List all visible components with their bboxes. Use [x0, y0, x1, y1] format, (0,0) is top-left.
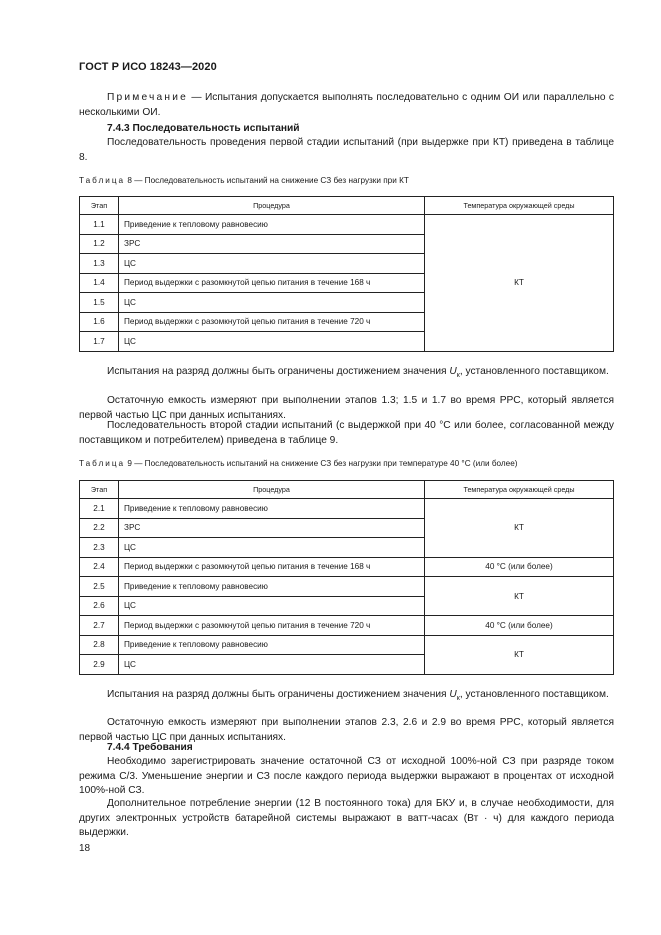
temperature-cell: КТ [425, 215, 614, 352]
step-cell: 1.6 [80, 312, 119, 332]
table-row [80, 499, 614, 519]
after-table-8-paragraph-1: Испытания на разряд должны быть ограничены достижением значения $U_к$, установленного поставщиком. [107, 366, 609, 380]
column-header-temperature: Температура окружающей среды [425, 481, 614, 499]
step-cell: 1.4 [80, 273, 119, 293]
procedure-cell: Период выдержки с разомкнутой цепью питания в течение 168 ч [119, 557, 425, 577]
column-header-step: Этап [80, 197, 119, 215]
after-table-9-paragraph-2: Остаточную емкость измеряют при выполнении этапов 2.3, 2.6 и 2.9 во время РРС, который является первой частью ЦС при данных испытаниях. [79, 717, 614, 743]
step-cell: 2.9 [80, 655, 119, 675]
after-table-9-paragraph-1: Испытания на разряд должны быть ограничены достижением значения $U_к$, установленного поставщиком. [107, 689, 609, 703]
table-row [80, 616, 614, 636]
procedure-cell: ЦС [119, 254, 425, 274]
after-table-8-paragraph-2: Остаточную емкость измеряют при выполнении этапов 1.3; 1.5 и 1.7 во время РРС, который является первой частью ЦС при данных испытаниях. [79, 395, 614, 421]
note-text: — Испытания допускается выполнять последовательно с одним ОИ или параллельно с несколькими ОИ. [79, 92, 614, 118]
temperature-cell: КТ [425, 577, 614, 616]
table-8 [79, 196, 614, 352]
table-header-row [80, 197, 614, 215]
procedure-cell: ЦС [119, 538, 425, 558]
table-row [80, 215, 614, 235]
table-9-caption [79, 459, 619, 468]
section-7-4-4-heading: 7.4.4 Требования [107, 742, 193, 753]
column-header-procedure: Процедура [119, 197, 425, 215]
table-row [80, 557, 614, 577]
procedure-cell: Период выдержки с разомкнутой цепью питания в течение 720 ч [119, 312, 425, 332]
section-7-4-4-paragraph-2: Дополнительное потребление энергии (12 В постоянного тока) для БКУ и, в случае необходимости, для других электронных устройств батарейной системы выражают в ватт-часах (Вт · ч) для каждого периода выдержки. [79, 798, 614, 838]
column-header-procedure: Процедура [119, 481, 425, 499]
procedure-cell: Приведение к тепловому равновесию [119, 499, 425, 519]
procedure-cell: ЦС [119, 655, 425, 675]
procedure-cell: Период выдержки с разомкнутой цепью питания в течение 168 ч [119, 273, 425, 293]
step-cell: 2.2 [80, 518, 119, 538]
section-7-4-4-paragraph-1: Необходимо зарегистрировать значение остаточной СЗ от исходной 100%-ной СЗ при разряде током режима С/3. Уменьшение энергии и СЗ после каждого периода выдержки выражают в процентах от исходной 100%-ной СЗ. [79, 756, 614, 796]
procedure-cell: ЦС [119, 596, 425, 616]
document-header: ГОСТ Р ИСО 18243—2020 [79, 61, 217, 73]
step-cell: 2.1 [80, 499, 119, 519]
temperature-cell: КТ [425, 635, 614, 674]
note-label: Примечание [107, 92, 188, 103]
step-cell: 2.4 [80, 557, 119, 577]
table-9-title: 9 — Последовательность испытаний на снижение СЗ без нагрузки при температуре 40 °С (или более) [127, 459, 518, 468]
section-7-4-3-heading: 7.4.3 Последовательность испытаний [107, 123, 300, 134]
step-cell: 2.3 [80, 538, 119, 558]
page-number: 18 [79, 843, 91, 854]
section-7-4-3-intro: Последовательность проведения первой стадии испытаний (при выдержке при КТ) приведена в таблице 8. [79, 137, 614, 163]
temperature-cell: 40 °С (или более) [425, 557, 614, 577]
table-8-title: 8 — Последовательность испытаний на снижение СЗ без нагрузки при КТ [127, 176, 409, 185]
step-cell: 2.8 [80, 635, 119, 655]
temperature-cell: КТ [425, 499, 614, 558]
step-cell: 2.6 [80, 596, 119, 616]
column-header-temperature: Температура окружающей среды [425, 197, 614, 215]
procedure-cell: ЦС [119, 332, 425, 352]
step-cell: 2.7 [80, 616, 119, 636]
procedure-cell: ЗРС [119, 518, 425, 538]
procedure-cell: Приведение к тепловому равновесию [119, 215, 425, 235]
table-8-caption [79, 176, 619, 185]
table-9-label: Таблица [79, 459, 126, 468]
table-header-row [80, 481, 614, 499]
procedure-cell: Период выдержки с разомкнутой цепью питания в течение 720 ч [119, 616, 425, 636]
step-cell: 1.1 [80, 215, 119, 235]
step-cell: 1.3 [80, 254, 119, 274]
table-row [80, 635, 614, 655]
step-cell: 1.2 [80, 234, 119, 254]
procedure-cell: Приведение к тепловому равновесию [119, 577, 425, 597]
table-9 [79, 480, 614, 675]
note-paragraph [79, 91, 614, 120]
table-row [80, 577, 614, 597]
step-cell: 1.5 [80, 293, 119, 313]
table-8-label: Таблица [79, 176, 126, 185]
step-cell: 1.7 [80, 332, 119, 352]
procedure-cell: ЗРС [119, 234, 425, 254]
step-cell: 2.5 [80, 577, 119, 597]
column-header-step: Этап [80, 481, 119, 499]
procedure-cell: ЦС [119, 293, 425, 313]
temperature-cell: 40 °С (или более) [425, 616, 614, 636]
procedure-cell: Приведение к тепловому равновесию [119, 635, 425, 655]
after-table-8-paragraph-3: Последовательность второй стадии испытаний (с выдержкой при 40 °С или более, согласованной между поставщиком и потребителем) приведена в таблице 9. [79, 420, 614, 446]
